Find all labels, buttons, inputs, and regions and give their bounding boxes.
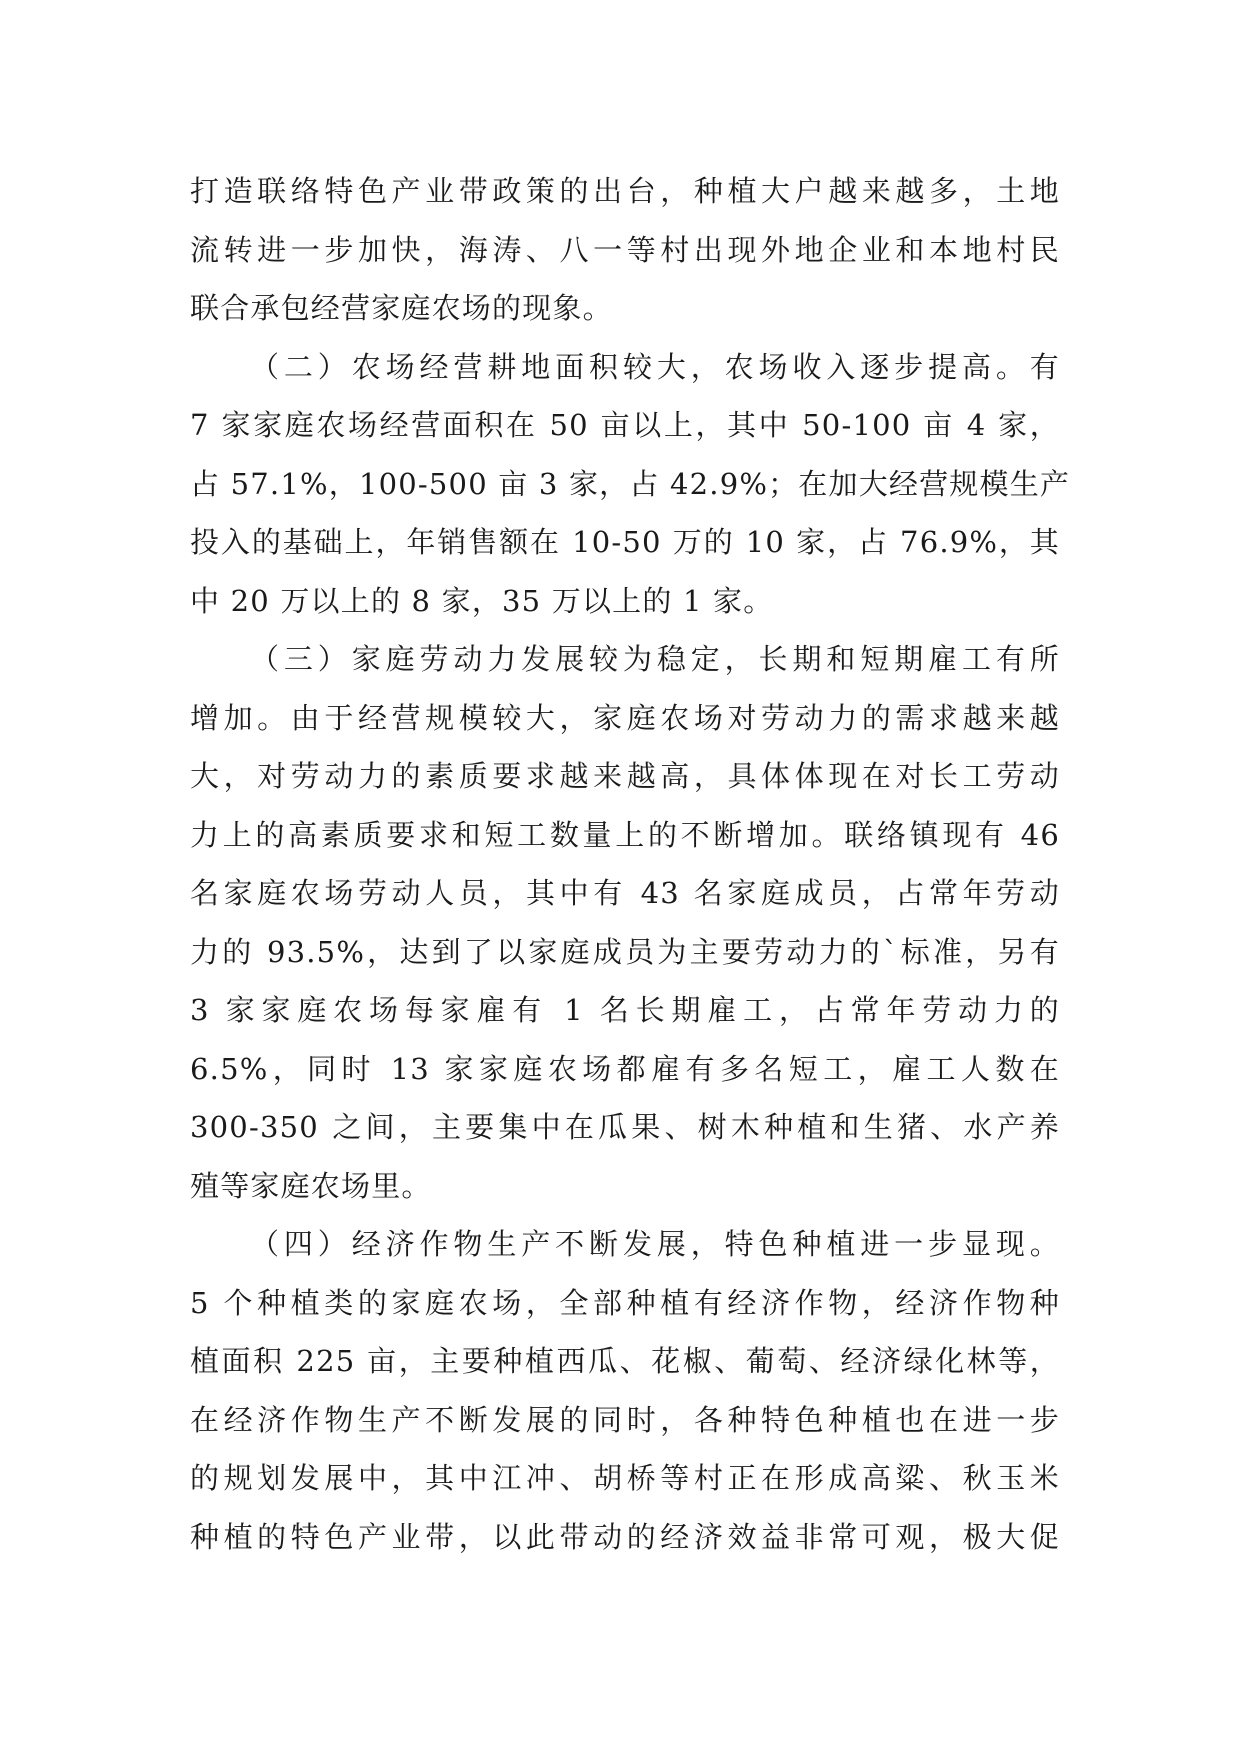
text-line: 6.5%，同时 13 家家庭农场都雇有多名短工，雇工人数在 (190, 1051, 1060, 1086)
text-line: 种植的特色产业带，以此带动的经济效益非常可观，极大促 (190, 1519, 1060, 1554)
text-line: 打造联络特色产业带政策的出台，种植大户越来越多，土地 (190, 174, 1060, 208)
text-line: 投入的基础上，年销售额在 10-50 万的 10 家，占 76.9%，其 (190, 525, 1060, 559)
text-line: 增加。由于经营规模较大，家庭农场对劳动力的需求越来越 (190, 700, 1060, 735)
text-line: 300-350 之间，主要集中在瓜果、树木种植和生猪、水产养 (190, 1110, 1060, 1144)
text-line: 名家庭农场劳动人员，其中有 43 名家庭成员，占常年劳动 (190, 876, 1060, 910)
text-line: 在经济作物生产不断发展的同时，各种特色种植也在进一步 (190, 1402, 1060, 1437)
text-line: 力的 93.5%，达到了以家庭成员为主要劳动力的`标准，另有 (190, 934, 1060, 969)
text-line: 3 家家庭农场每家雇有 1 名长期雇工，占常年劳动力的 (190, 993, 1060, 1027)
section-3-heading-line: （三）家庭劳动力发展较为稳定，长期和短期雇工有所 (250, 642, 1060, 676)
text-line: 5 个种植类的家庭农场，全部种植有经济作物，经济作物种 (190, 1285, 1060, 1320)
text-line: 流转进一步加快，海涛、八一等村出现外地企业和本地村民 (190, 232, 1060, 267)
section-4-heading-line: （四）经济作物生产不断发展，特色种植进一步显现。 (250, 1227, 1060, 1261)
text-line: 联合承包经营家庭农场的现象。 (190, 291, 613, 325)
section-2-heading-line: （二）农场经营耕地面积较大，农场收入逐步提高。有 (250, 349, 1060, 384)
body-text (190, 162, 1071, 1566)
text-line: 中 20 万以上的 8 家，35 万以上的 1 家。 (190, 583, 774, 618)
text-line: 植面积 225 亩，主要种植西瓜、花椒、葡萄、经济绿化林等， (190, 1344, 1060, 1378)
text-line: 占 57.1%，100-500 亩 3 家，占 42.9%；在加大经营规模生产 (190, 466, 1071, 501)
text-line: 力上的高素质要求和短工数量上的不断增加。联络镇现有 46 (190, 817, 1060, 852)
text-line: 大，对劳动力的素质要求越来越高，具体体现在对长工劳动 (190, 759, 1060, 793)
text-line: 殖等家庭农场里。 (190, 1168, 432, 1203)
text-line: 7 家家庭农场经营面积在 50 亩以上，其中 50-100 亩 4 家， (190, 408, 1060, 442)
text-line: 的规划发展中，其中江冲、胡桥等村正在形成高粱、秋玉米 (190, 1461, 1060, 1495)
